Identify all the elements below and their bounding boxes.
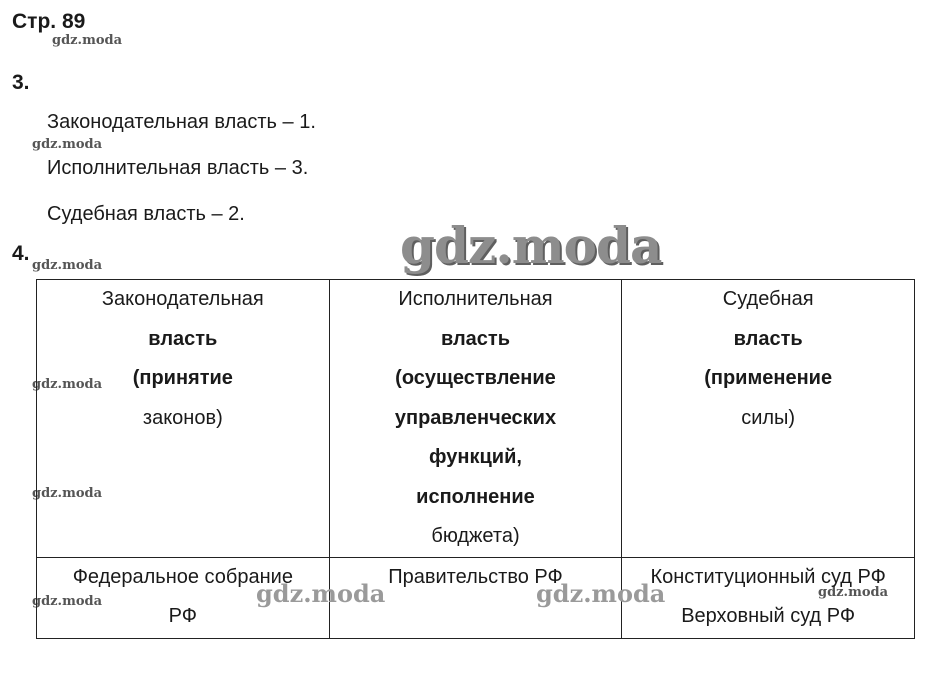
cell-text: Верховный суд РФ [681, 605, 856, 627]
cell-text: исполнение [416, 485, 535, 508]
cell-text: РФ [168, 605, 197, 627]
cell-text: бюджета) [431, 525, 520, 547]
task-4-number: 4. [12, 242, 30, 265]
watermark-medium: gdz.moda [256, 579, 386, 608]
cell-text: власть [733, 327, 803, 350]
table-cell-executive [329, 280, 622, 558]
watermark-small: gdz.moda [32, 137, 103, 152]
watermark-small: gdz.moda [32, 594, 103, 609]
table-row [37, 280, 915, 558]
branches-table [36, 279, 915, 639]
watermark-large: gdz.moda [400, 216, 662, 275]
table-row [37, 557, 915, 638]
task-3-line: Законодательная власть – 1. [47, 111, 316, 133]
cell-text: (осуществление [395, 367, 556, 389]
cell-text: Исполнительная [398, 288, 553, 310]
cell-text: Судебная [722, 288, 814, 310]
watermark-small: gdz.moda [32, 486, 103, 501]
table-cell-judicial [622, 280, 915, 558]
task-3-line: Судебная власть – 2. [47, 203, 245, 225]
task-3-number: 3. [12, 71, 30, 94]
table-cell-judicial-body [622, 557, 915, 638]
table-cell-legislative [37, 280, 330, 558]
cell-text: силы) [741, 406, 796, 429]
cell-text: функций, [429, 446, 522, 468]
task-3-line: Исполнительная власть – 3. [47, 157, 309, 179]
watermark-small: gdz.moda [818, 585, 889, 600]
cell-text: (применение [704, 367, 833, 389]
watermark-small: gdz.moda [32, 258, 103, 273]
cell-text: Федеральное собрание [72, 565, 293, 588]
cell-text: власть [440, 327, 511, 350]
cell-text: управленческих [394, 406, 557, 429]
cell-text: Конституционный суд РФ [650, 565, 886, 588]
page-title: Стр. 89 [12, 10, 86, 33]
cell-text: (принятие [132, 367, 233, 389]
cell-text: власть [148, 327, 218, 350]
cell-text: Правительство РФ [388, 565, 563, 588]
watermark-small: gdz.moda [52, 33, 123, 48]
watermark-medium: gdz.moda [536, 579, 666, 608]
watermark-small: gdz.moda [32, 377, 103, 392]
cell-text: Законодательная [101, 288, 264, 310]
cell-text: законов) [142, 406, 223, 429]
